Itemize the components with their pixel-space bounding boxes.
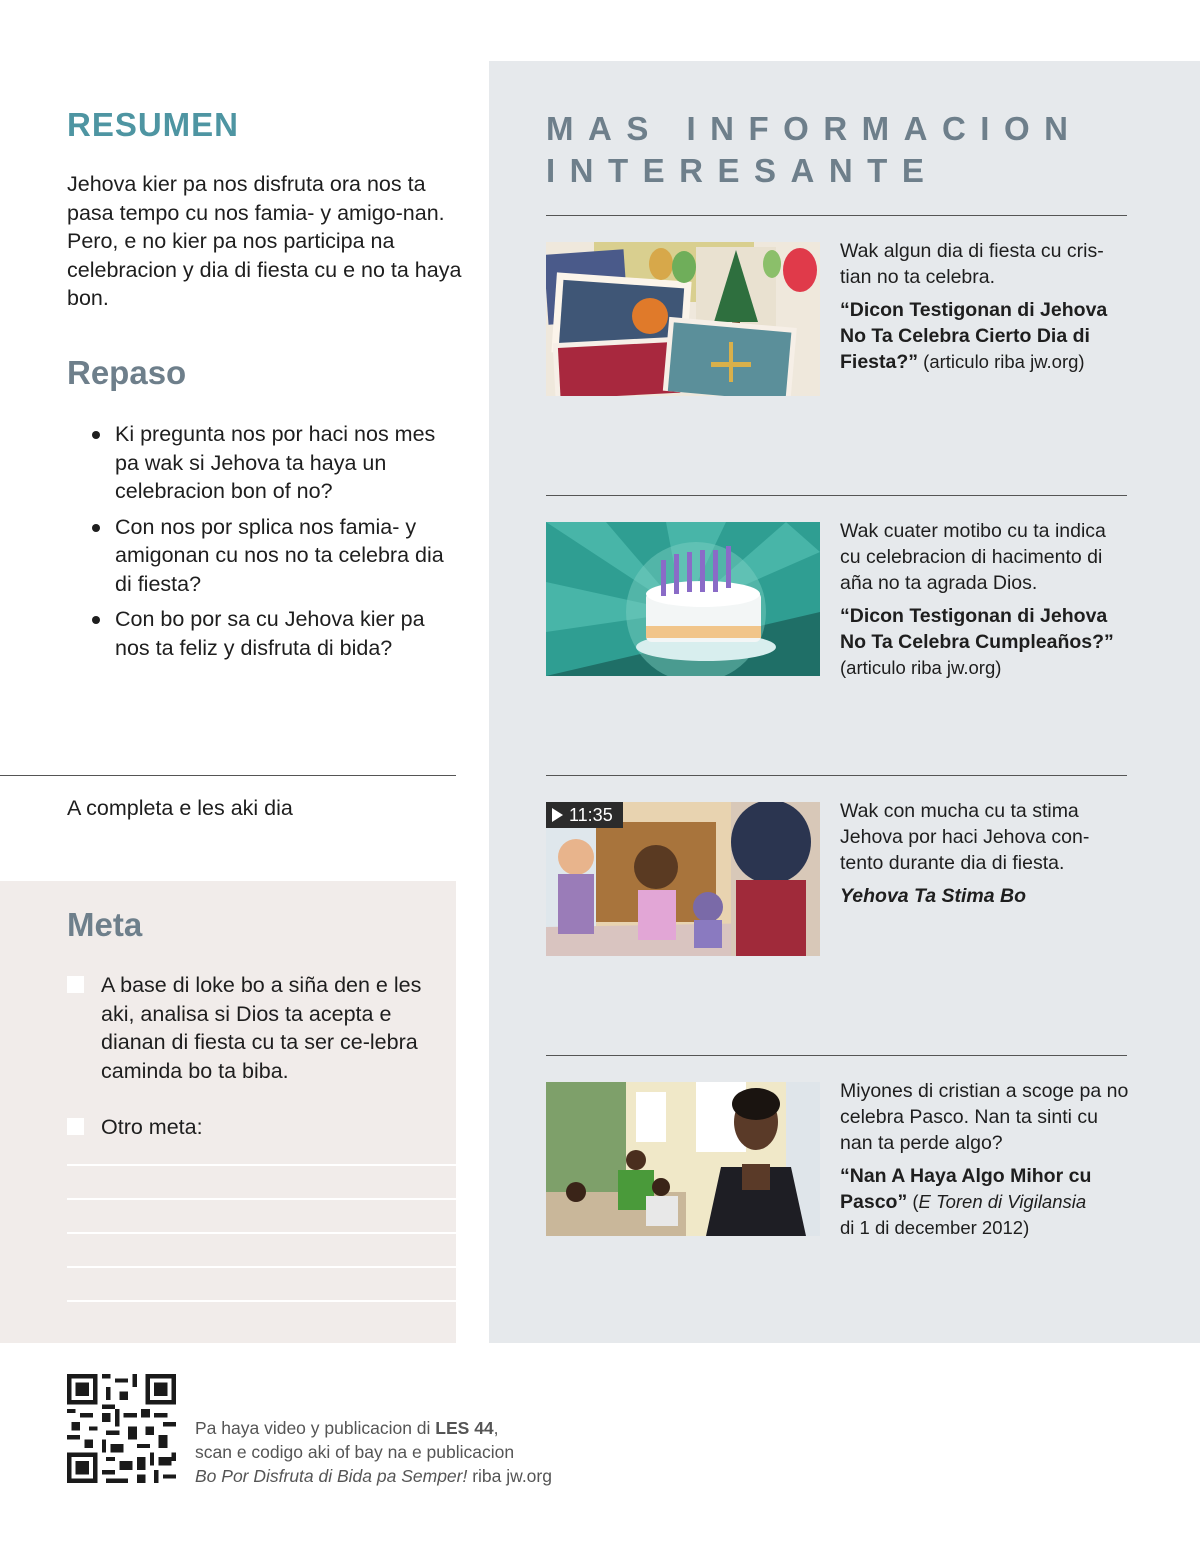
item-description: Wak algun dia di fiesta cu cris-tian no ta celebra.: [840, 240, 1104, 288]
summary-text: Jehova kier pa nos disfruta ora nos ta pasa tempo cu nos famia- y amigo-nan. Pero, e no kier pa nos participa na celebracion y dia di fiesta cu e no ta haya bon.: [67, 172, 462, 310]
review-item: [67, 605, 457, 662]
video-link[interactable]: Yehova Ta Stima Bo: [840, 885, 1027, 907]
footer-line: [195, 1416, 552, 1440]
item-description: Miyones di cristian a scoge pa no celebra Pasco. Nan ta sinti cu nan ta perde algo?: [840, 1080, 1129, 1154]
qr-code-icon[interactable]: [67, 1374, 176, 1483]
goal-text: A base di loke bo a siña den e les aki, analisa si Dios ta acepta e dianan di fiesta cu ta ser ce-lebra caminda bo ta biba.: [101, 973, 422, 1083]
writing-line[interactable]: [67, 1198, 456, 1200]
writing-line[interactable]: [67, 1164, 456, 1166]
more-info-item: [840, 798, 1130, 909]
goal-panel: [0, 881, 456, 1343]
article-link[interactable]: “Dicon Testigonan di Jehova No Ta Celebra Cumpleaños?”: [840, 605, 1114, 653]
more-info-item: [840, 518, 1130, 681]
item-source-date: di 1 di december 2012): [840, 1217, 1030, 1238]
more-info-heading-line2: INTERESANTE: [546, 152, 939, 189]
divider: [546, 215, 1127, 216]
review-item-text: Con bo por sa cu Jehova kier pa nos ta feliz y disfruta di bida?: [115, 607, 425, 660]
item-reference: [840, 883, 1130, 909]
birthday-cake-illustration: [546, 522, 820, 676]
review-item: [67, 420, 457, 506]
video-duration-badge: [546, 802, 623, 828]
footer-note: [195, 1416, 552, 1488]
divider: [546, 775, 1127, 776]
goal-heading: Meta: [67, 906, 143, 943]
footer-text: riba jw.org: [467, 1466, 552, 1486]
woman-photo[interactable]: [546, 1082, 820, 1236]
item-source: (articulo riba jw.org): [918, 351, 1085, 372]
video-duration: 11:35: [569, 805, 613, 825]
footer-text: Pa haya video y publicacion di: [195, 1418, 436, 1438]
item-source: (articulo riba jw.org): [840, 657, 1002, 678]
more-info-item: [840, 1078, 1130, 1241]
review-heading: Repaso: [67, 354, 187, 391]
goal-text: Otro meta:: [101, 1115, 203, 1139]
goal-item: [67, 971, 442, 1085]
holidays-collage-image[interactable]: [546, 242, 820, 396]
goal-item-other: [67, 1113, 442, 1142]
goal-checkbox[interactable]: [67, 1118, 84, 1135]
article-link[interactable]: “Dicon Testigonan di Jehova No Ta Celebra Cierto Dia di Fiesta?”: [840, 299, 1108, 373]
writing-line[interactable]: [67, 1232, 456, 1234]
item-reference: [840, 603, 1130, 681]
publication-title: Bo Por Disfruta di Bida pa Semper!: [195, 1466, 468, 1486]
more-info-heading: [546, 108, 1082, 192]
holidays-collage-illustration: [546, 242, 820, 396]
footer-line: scan e codigo aki of bay na e publicacion: [195, 1442, 515, 1462]
item-description: Wak con mucha cu ta stima Jehova por haci Jehova con-tento durante dia di fiesta.: [840, 800, 1090, 874]
divider: [546, 1055, 1127, 1056]
bullet-icon: [92, 524, 100, 532]
more-info-heading-line1: MAS INFORMACION: [546, 110, 1083, 147]
bullet-icon: [92, 616, 100, 624]
divider: [546, 495, 1127, 496]
item-description: Wak cuater motibo cu ta indica cu celebracion di hacimento di aña no ta agrada Dios.: [840, 520, 1106, 594]
magazine-title: E Toren di Vigilansia: [918, 1191, 1087, 1212]
writing-line[interactable]: [67, 1300, 456, 1302]
article-link[interactable]: “Nan A Haya Algo Mihor cu Pasco”: [840, 1165, 1092, 1213]
review-list: [67, 420, 457, 669]
footer-line: [195, 1464, 552, 1488]
footer-text: ,: [493, 1418, 499, 1438]
divider: [0, 775, 456, 776]
review-item: [67, 513, 457, 599]
completion-label: A completa e les aki dia: [67, 796, 293, 820]
birthday-cake-image[interactable]: [546, 522, 820, 676]
item-reference: [840, 297, 1130, 375]
review-item-text: Ki pregunta nos por haci nos mes pa wak si Jehova ta haya un celebracion bon of no?: [115, 422, 436, 503]
play-icon: [552, 808, 563, 822]
item-reference: [840, 1163, 1130, 1241]
summary-heading: RESUMEN: [67, 106, 240, 143]
review-item-text: Con nos por splica nos famia- y amigonan cu nos no ta celebra dia di fiesta?: [115, 514, 444, 596]
lesson-number: LES 44: [435, 1418, 494, 1438]
video-thumbnail[interactable]: [546, 802, 820, 956]
goal-checkbox[interactable]: [67, 976, 84, 993]
bullet-icon: [92, 431, 100, 439]
writing-line[interactable]: [67, 1266, 456, 1268]
more-info-item: [840, 238, 1130, 375]
woman-photo-illustration: [546, 1082, 820, 1236]
item-source-open: (: [907, 1191, 919, 1212]
